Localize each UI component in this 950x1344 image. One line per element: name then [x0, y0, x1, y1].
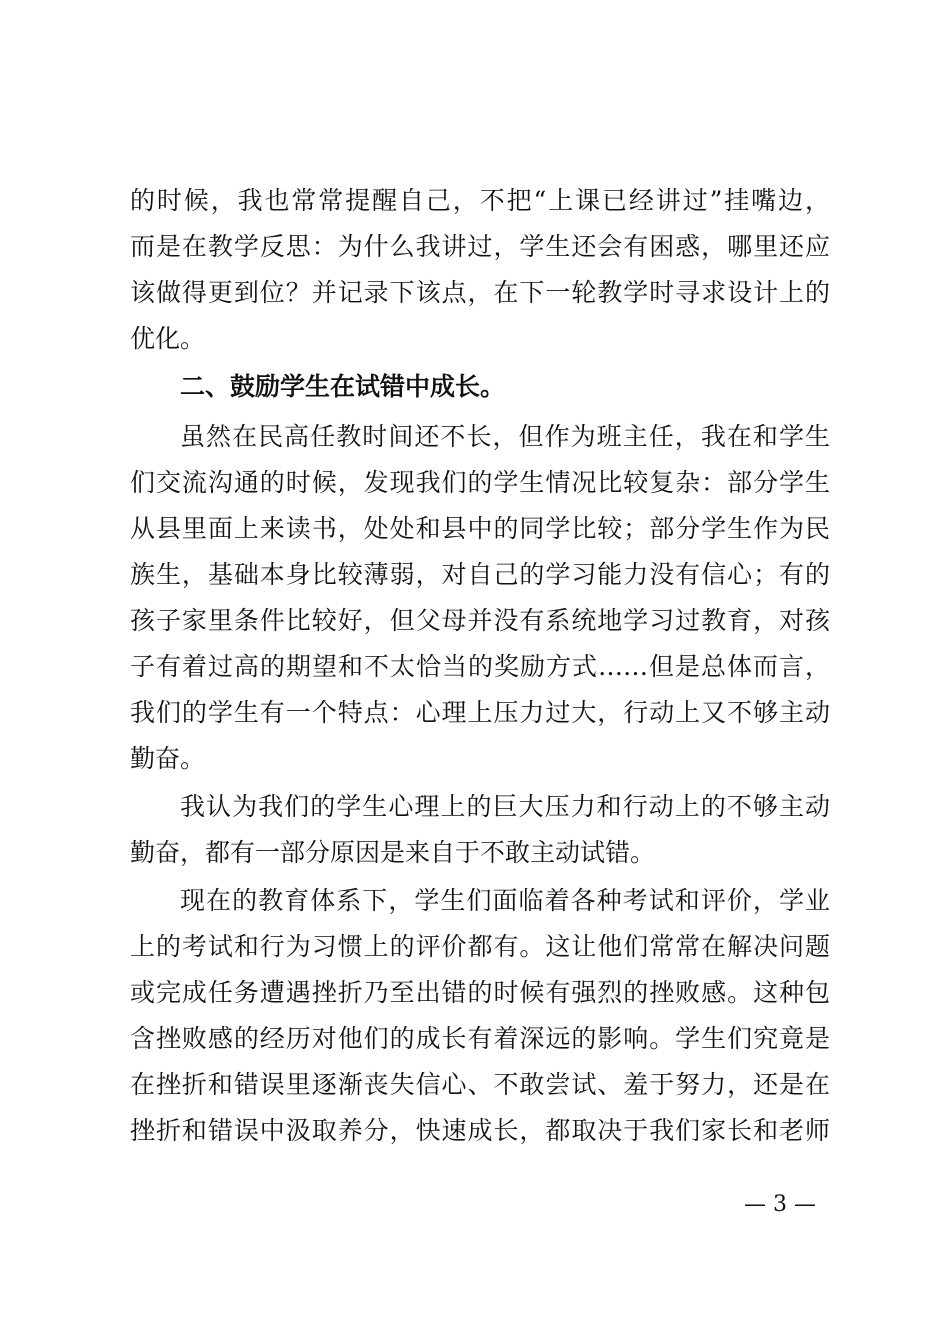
paragraph-line: 我们的学生有一个特点：心理上压力过大，行动上又不够主动 [130, 698, 830, 727]
paragraph-line: 而是在教学反思：为什么我讲过，学生还会有困惑，哪里还应 [130, 232, 830, 261]
paragraph-2 [130, 414, 830, 782]
paragraph-line: 含挫败感的经历对他们的成长有着深远的影响。学生们究竟是 [130, 1024, 830, 1053]
paragraph-line: 在挫折和错误里逐渐丧失信心、不敢尝试、羞于努力，还是在 [130, 1070, 830, 1099]
paragraph-line: 或完成任务遭遇挫折乃至出错的时候有强烈的挫败感。这种包 [130, 978, 830, 1007]
paragraph-line: 子有着过高的期望和不太恰当的奖励方式……但是总体而言， [130, 652, 830, 681]
paragraph-line: 挫折和错误中汲取养分，快速成长，都取决于我们家长和老师 [130, 1116, 830, 1145]
section-heading: 二、鼓励学生在试错中成长。 [180, 372, 506, 401]
paragraph-line: 的时候，我也常常提醒自己，不把“上课已经讲过”挂嘴边， [130, 186, 830, 215]
paragraph-line: 上的考试和行为习惯上的评价都有。这让他们常常在解决问题 [130, 932, 830, 961]
page-number: — 3 — [744, 1192, 816, 1217]
paragraph-line: 该做得更到位？并记录下该点，在下一轮教学时寻求设计上的 [130, 278, 830, 307]
paragraph-line: 们交流沟通的时候，发现我们的学生情况比较复杂：部分学生 [130, 468, 830, 497]
paragraph-line: 勤奋，都有一部分原因是来自于不敢主动试错。 [130, 838, 656, 867]
section-heading-block [130, 364, 830, 410]
paragraph-line: 我认为我们的学生心理上的巨大压力和行动上的不够主动 [180, 792, 830, 821]
paragraph-4 [130, 878, 830, 1154]
paragraph-line: 现在的教育体系下，学生们面临着各种考试和评价，学业 [180, 886, 830, 915]
paragraph-3 [130, 784, 830, 876]
paragraph-line: 族生，基础本身比较薄弱，对自己的学习能力没有信心；有的 [130, 560, 830, 589]
paragraph-line: 从县里面上来读书，处处和县中的同学比较；部分学生作为民 [130, 514, 830, 543]
paragraph-line: 虽然在民高任教时间还不长，但作为班主任，我在和学生 [180, 422, 830, 451]
paragraph-1 [130, 178, 830, 362]
paragraph-line: 优化。 [130, 324, 206, 353]
paragraph-line: 孩子家里条件比较好，但父母并没有系统地学习过教育，对孩 [130, 606, 830, 635]
paragraph-line: 勤奋。 [130, 744, 206, 773]
